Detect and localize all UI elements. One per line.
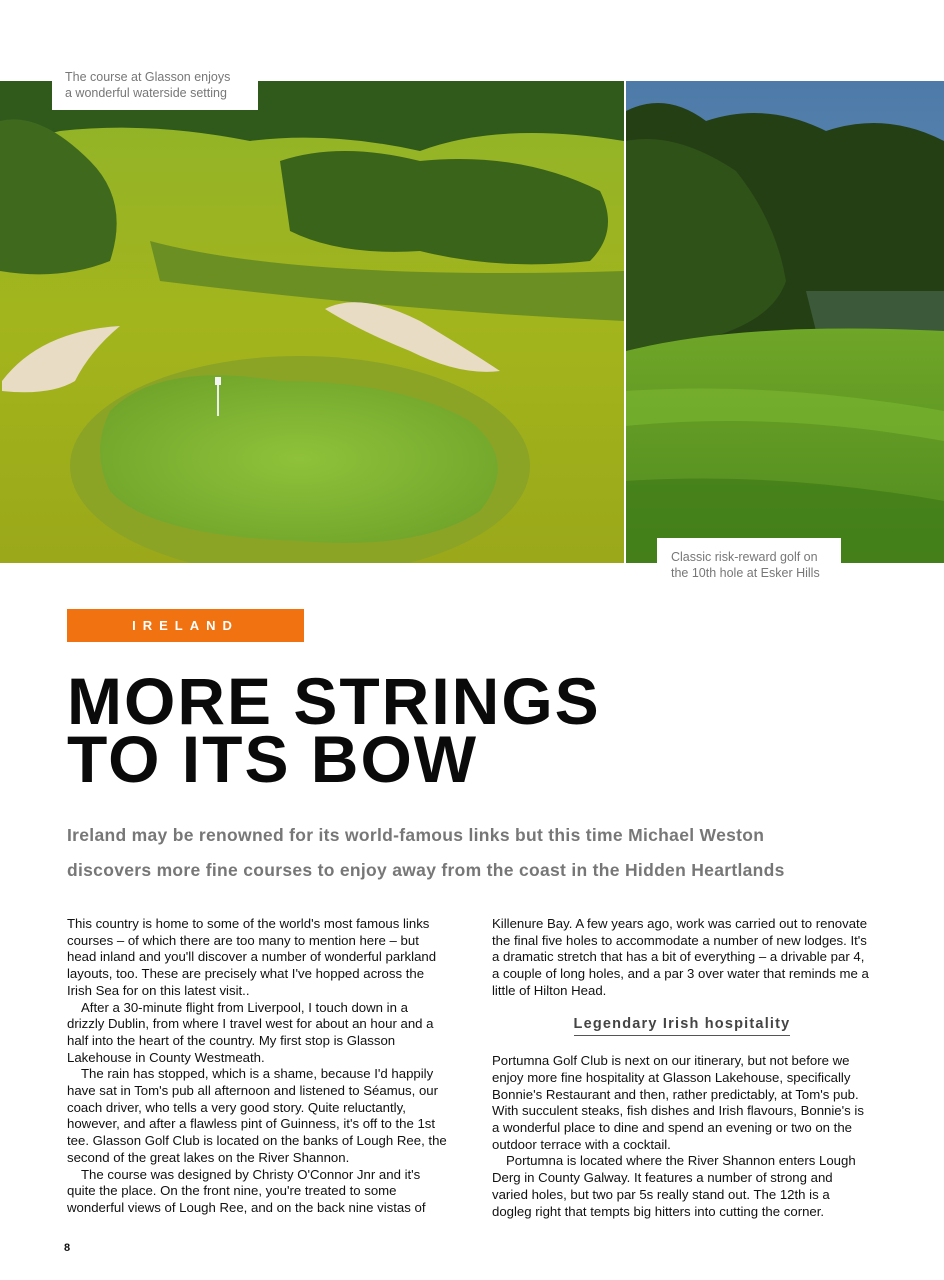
body-paragraph: The course was designed by Christy O'Connor Jnr and it's quite the place. On the front nine, you're treated to some wonderful views of Lough Ree, and on the back nine vistas of bbox=[67, 1166, 426, 1215]
body-paragraph: This country is home to some of the world's most famous links courses – of which there are too many to mention here – but head inland and you'll discover a number of wonderful parkland layouts, too. These are precisely what I've hopped across the Irish Sea for on this latest visit.. bbox=[67, 916, 437, 998]
body-paragraph: Portumna is located where the River Shannon enters Lough Derg in County Galway. It features a number of strong and varied holes, but two par 5s really stand out. The 12th is a dogleg right that tempts big hitters into cutting the corner. bbox=[492, 1153, 856, 1219]
caption-esker-line2: the 10th hole at Esker Hills bbox=[671, 566, 820, 580]
standfirst-line1: Ireland may be renowned for its world-famous links but this time Michael Weston bbox=[67, 825, 765, 845]
headline-line1: MORE STRINGS bbox=[67, 664, 601, 738]
caption-glasson-line1: The course at Glasson enjoys bbox=[65, 70, 231, 84]
caption-glasson-line2: a wonderful waterside setting bbox=[65, 86, 227, 100]
esker-hills-photo bbox=[626, 81, 944, 563]
body-paragraph: Killenure Bay. A few years ago, work was carried out to renovate the final five holes to accommodate a number of new lodges. It's a dramatic stretch that has a bit of everything – a drivable par 4, a couple of long holes, and a par 3 over water that reminds me a little of Hilton Head. bbox=[492, 916, 869, 998]
caption-esker-line1: Classic risk-reward golf on bbox=[671, 550, 818, 564]
glasson-course-photo bbox=[0, 81, 624, 563]
body-paragraph: After a 30-minute flight from Liverpool, I touch down in a drizzly Dublin, from where I travel west for about an hour and a half into the heart of the country. My first stop is Glasson Lakehouse in County Westmeath. bbox=[67, 999, 434, 1065]
subheading: Legendary Irish hospitality bbox=[574, 1016, 791, 1037]
body-column-left bbox=[67, 916, 447, 1217]
body-column-right bbox=[492, 916, 872, 1220]
standfirst bbox=[67, 818, 867, 888]
body-paragraph: Portumna Golf Club is next on our itinerary, but not before we enjoy more fine hospitality at Glasson Lakehouse, specifically Bonnie's Restaurant and then, rather predictably, at Tom's pub. With succulent steaks, fish dishes and Irish flavours, Bonnie's is a wonderful place to dine and spend an evening or two on the outdoor terrace with a cocktail. bbox=[492, 1053, 864, 1152]
section-tag-ireland: IRELAND bbox=[67, 609, 304, 642]
headline bbox=[67, 664, 867, 796]
caption-esker-hills bbox=[657, 538, 841, 582]
caption-glasson bbox=[52, 68, 258, 110]
body-paragraph: The rain has stopped, which is a shame, because I'd happily have sat in Tom's pub all afternoon and listened to Séamus, our coach driver, who tells a very good story. Quite reluctantly, however, and after a flawless pint of Guinness, it's off to the 1st tee. Glasson Golf Club is located on the banks of Lough Ree, the second of the great lakes on the River Shannon. bbox=[67, 1066, 447, 1165]
page-number: 8 bbox=[64, 1242, 71, 1254]
standfirst-line2: discovers more fine courses to enjoy away from the coast in the Hidden Heartlands bbox=[67, 860, 785, 880]
headline-line2: TO ITS BOW bbox=[67, 722, 479, 796]
